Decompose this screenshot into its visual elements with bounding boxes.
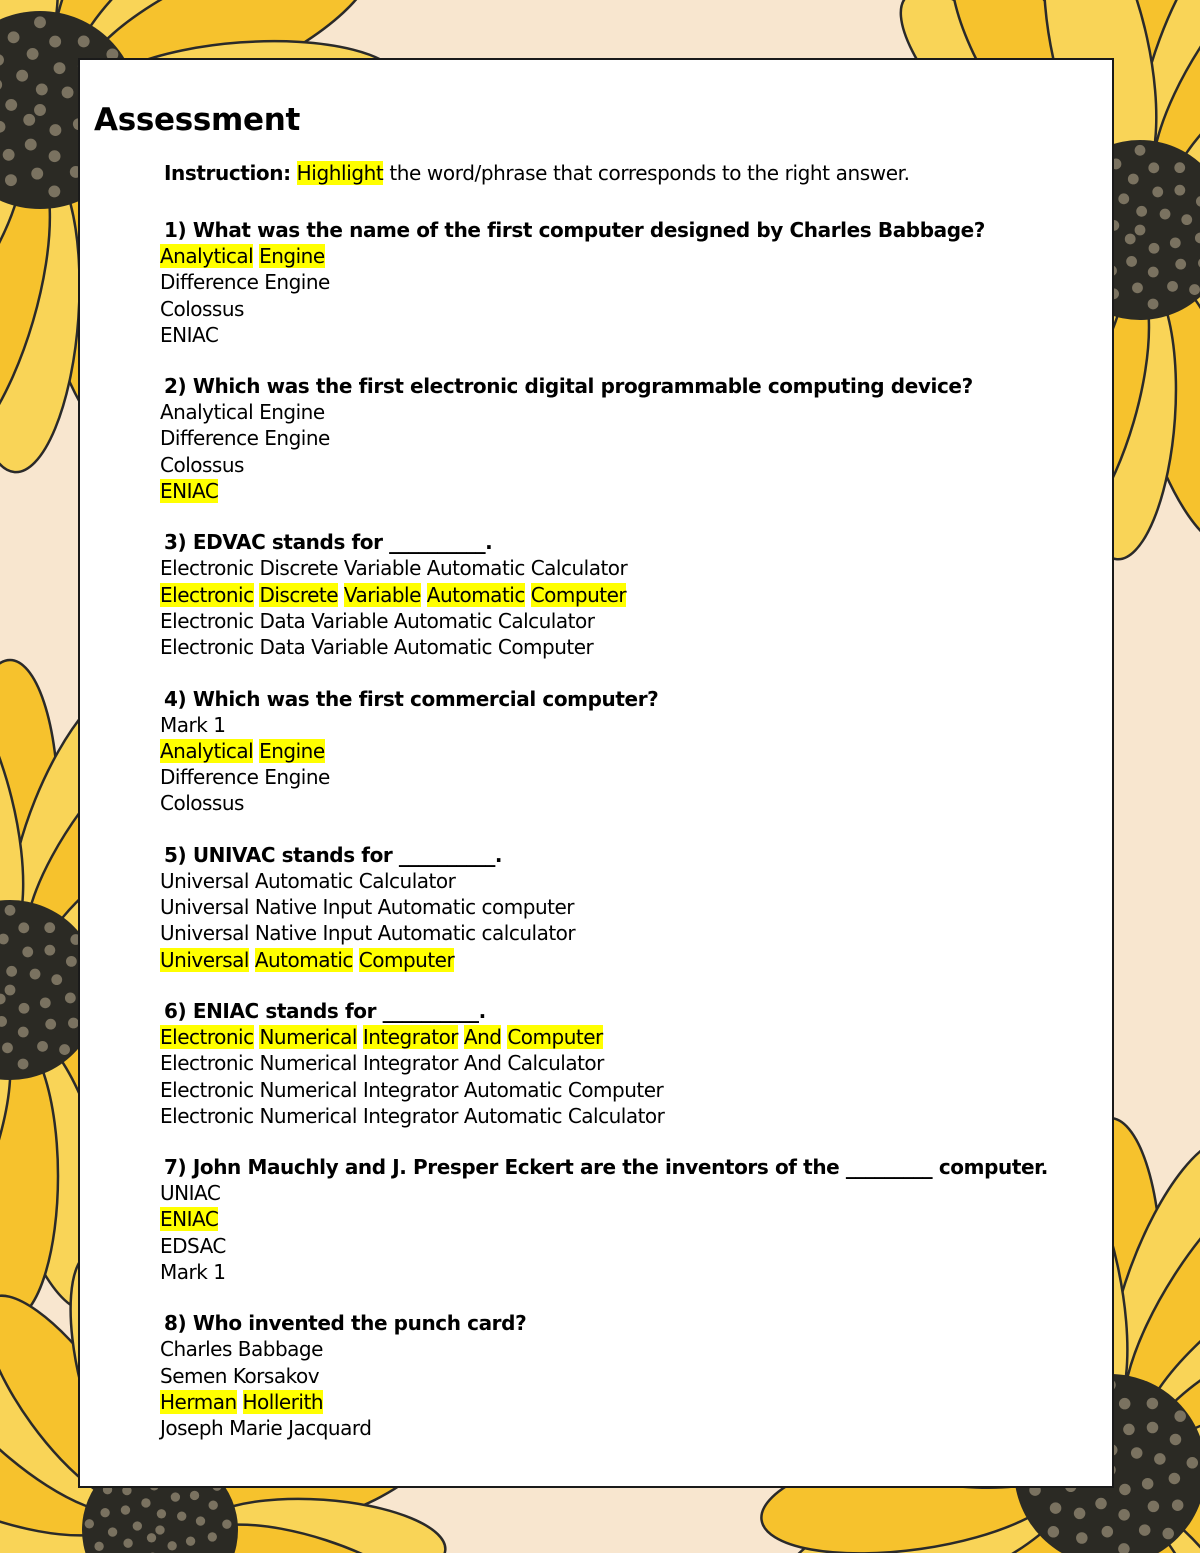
answer-choice-highlighted[interactable]: Herman Hollerith: [160, 1389, 323, 1414]
answer-choices: [160, 399, 1110, 504]
answer-choice[interactable]: Mark 1: [160, 1260, 226, 1285]
page-title: Assessment: [94, 102, 301, 138]
answer-choice[interactable]: Colossus: [160, 296, 244, 321]
answer-choices: [160, 1180, 1110, 1285]
answer-choice-highlighted[interactable]: ENIAC: [160, 1207, 219, 1232]
answer-choice-highlighted[interactable]: ENIAC: [160, 479, 219, 504]
question-text: 3) EDVAC stands for __________.: [164, 530, 493, 555]
answer-choice[interactable]: ENIAC: [160, 322, 219, 347]
answer-choice[interactable]: Electronic Data Variable Automatic Calculator: [160, 608, 595, 633]
answer-choice[interactable]: EDSAC: [160, 1233, 226, 1258]
question-8: [160, 1310, 1110, 1441]
answer-choice-highlighted[interactable]: Electronic Numerical Integrator And Computer: [160, 1024, 603, 1049]
instruction-label: Instruction:: [164, 161, 291, 185]
answer-choice[interactable]: Difference Engine: [160, 270, 330, 295]
question-2: [160, 373, 1110, 504]
answer-choices: [160, 243, 1110, 348]
answer-choice[interactable]: Charles Babbage: [160, 1337, 323, 1362]
answer-choices: [160, 868, 1110, 973]
answer-choice[interactable]: Mark 1: [160, 712, 226, 737]
answer-choice[interactable]: Joseph Marie Jacquard: [160, 1416, 372, 1441]
answer-choice[interactable]: Universal Native Input Automatic calculator: [160, 921, 576, 946]
answer-choice[interactable]: Difference Engine: [160, 765, 330, 790]
answer-choice[interactable]: Colossus: [160, 791, 244, 816]
answer-choice[interactable]: UNIAC: [160, 1181, 221, 1206]
answer-choice[interactable]: Electronic Numerical Integrator And Calculator: [160, 1051, 604, 1076]
question-list: [160, 217, 1110, 1467]
answer-choice[interactable]: Semen Korsakov: [160, 1363, 320, 1388]
question-6: [160, 998, 1110, 1129]
answer-choice[interactable]: Electronic Discrete Variable Automatic Calculator: [160, 556, 628, 581]
worksheet-page: [78, 58, 1114, 1488]
question-text: 4) Which was the first commercial computer?: [164, 686, 659, 711]
question-text: 7) John Mauchly and J. Presper Eckert are the inventors of the _________ computer.: [164, 1155, 1048, 1180]
question-4: [160, 686, 1110, 817]
instruction-line: [164, 161, 910, 185]
answer-choice-highlighted[interactable]: Analytical Engine: [160, 738, 325, 763]
answer-choice[interactable]: Electronic Data Variable Automatic Computer: [160, 635, 594, 660]
answer-choice-highlighted[interactable]: Electronic Discrete Variable Automatic Computer: [160, 582, 627, 607]
answer-choice[interactable]: Universal Automatic Calculator: [160, 868, 456, 893]
answer-choice[interactable]: Analytical Engine: [160, 400, 325, 425]
answer-choice[interactable]: Electronic Numerical Integrator Automatic Calculator: [160, 1103, 665, 1128]
answer-choices: [160, 1336, 1110, 1441]
question-text: 6) ENIAC stands for __________.: [164, 998, 486, 1023]
question-7: [160, 1154, 1110, 1285]
question-text: 8) Who invented the punch card?: [164, 1311, 527, 1336]
question-text: 5) UNIVAC stands for __________.: [164, 842, 503, 867]
instruction-text: the word/phrase that corresponds to the right answer.: [389, 161, 910, 185]
answer-choices: [160, 555, 1110, 660]
question-text: 1) What was the name of the first computer designed by Charles Babbage?: [164, 218, 985, 242]
question-5: [160, 842, 1110, 973]
answer-choices: [160, 1024, 1110, 1129]
answer-choice-highlighted[interactable]: Analytical Engine: [160, 244, 325, 268]
answer-choice[interactable]: Electronic Numerical Integrator Automatic Computer: [160, 1077, 664, 1102]
question-1: [160, 217, 1110, 348]
answer-choice[interactable]: Universal Native Input Automatic computer: [160, 895, 575, 920]
question-3: [160, 529, 1110, 660]
answer-choice[interactable]: Difference Engine: [160, 426, 330, 451]
question-text: 2) Which was the first electronic digital programmable computing device?: [164, 374, 973, 399]
answer-choice[interactable]: Colossus: [160, 452, 244, 477]
instruction-highlighted-word: Highlight: [296, 161, 384, 185]
answer-choice-highlighted[interactable]: Universal Automatic Computer: [160, 947, 455, 972]
answer-choices: [160, 712, 1110, 817]
